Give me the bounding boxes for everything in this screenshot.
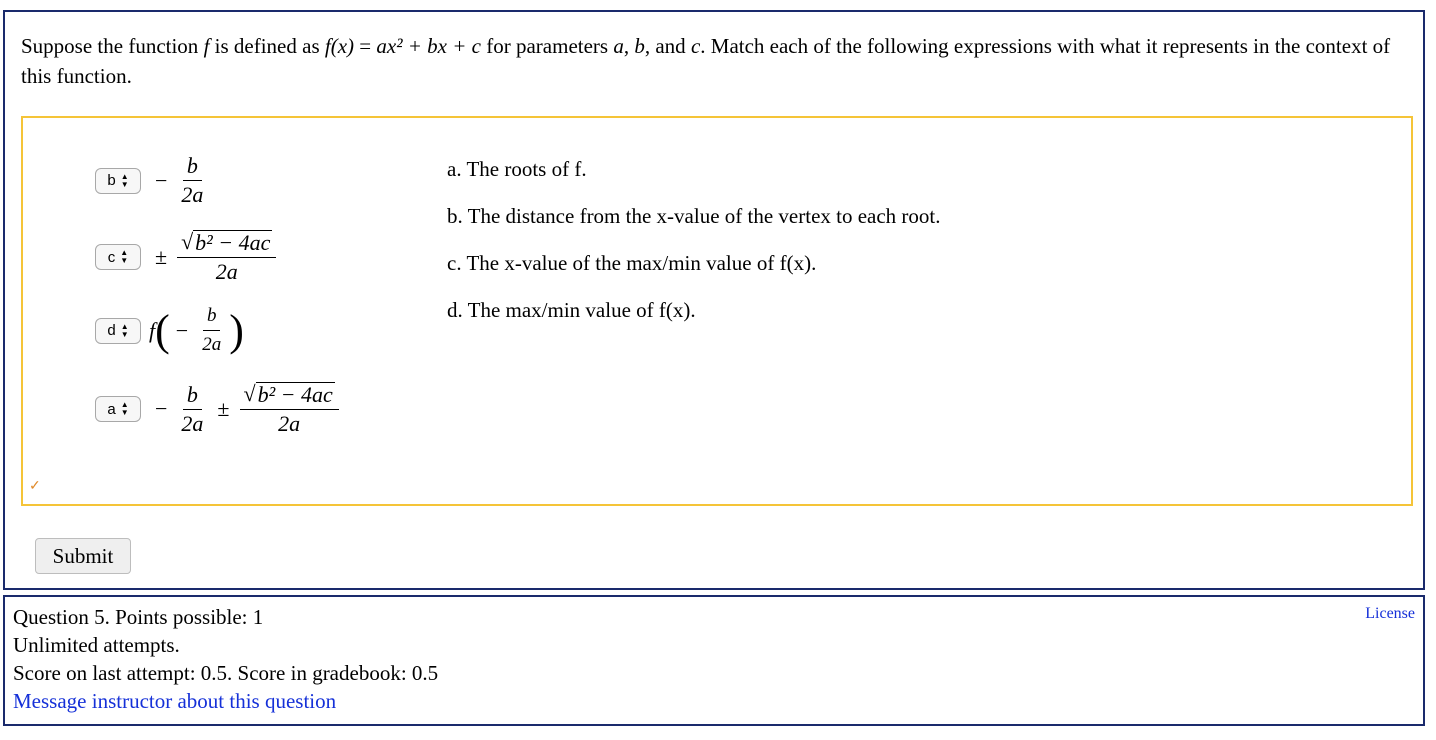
- prompt-text: . Match each of the following expressions with what it represents in the context of this function.: [21, 34, 1391, 88]
- plus-minus-sign: ±: [217, 396, 230, 421]
- prompt-math-fx: f(x): [324, 34, 355, 58]
- match-row-2: [95, 230, 280, 284]
- select-value: a: [107, 400, 116, 418]
- message-instructor-link[interactable]: Message instructor about this question: [13, 689, 337, 713]
- left-paren: (: [155, 305, 170, 355]
- fraction: [177, 383, 207, 436]
- updown-arrows-icon: ▲ ▼: [120, 248, 129, 265]
- option-b: b. The distance from the x-value of the vertex to each root.: [447, 204, 941, 228]
- square-root: [244, 382, 335, 407]
- match-row-3: [95, 304, 244, 357]
- expression-2: [149, 230, 280, 284]
- radicand: b² − 4ac: [195, 230, 271, 255]
- select-value: b: [107, 172, 116, 189]
- score-line: Score on last attempt: 0.5. Score in gradebook: 0.5: [13, 661, 439, 685]
- matching-area: [21, 116, 1413, 506]
- fraction: [177, 230, 276, 284]
- license-link[interactable]: License: [1365, 605, 1415, 622]
- numerator: [177, 230, 276, 258]
- denominator: 2a: [181, 182, 204, 207]
- question-info: [13, 603, 438, 715]
- updown-arrows-icon: ▲ ▼: [120, 321, 129, 339]
- numerator: b: [183, 383, 202, 410]
- select-value: d: [107, 322, 116, 339]
- attempts-line: Unlimited attempts.: [13, 633, 180, 657]
- square-root: [181, 230, 272, 255]
- match-select-4[interactable]: [95, 396, 141, 422]
- minus-sign: −: [175, 317, 189, 343]
- expression-1: [149, 154, 211, 207]
- numerator: b: [183, 154, 202, 181]
- option-a: a. The roots of f.: [447, 157, 587, 181]
- function-f: f: [149, 317, 156, 343]
- denominator: 2a: [181, 410, 204, 436]
- denominator: 2a: [202, 334, 222, 355]
- right-paren: ): [229, 305, 244, 355]
- minus-sign: −: [155, 167, 168, 193]
- prompt-text: ,: [623, 34, 635, 58]
- expression-4: [149, 382, 343, 436]
- match-select-2[interactable]: [95, 244, 141, 270]
- prompt-text: Suppose the function: [21, 34, 204, 58]
- updown-arrows-icon: ▲ ▼: [120, 171, 129, 189]
- prompt-math-b: b: [634, 34, 645, 58]
- question-prompt: [21, 31, 1401, 91]
- prompt-math-f: f: [203, 34, 210, 58]
- denominator: 2a: [215, 259, 238, 284]
- prompt-math-c: c: [690, 34, 701, 58]
- prompt-math-a: a: [613, 34, 624, 58]
- submit-button[interactable]: Submit: [35, 538, 131, 574]
- options-list: [447, 156, 941, 344]
- expression-3: [149, 304, 244, 357]
- plus-minus-sign: ±: [155, 244, 168, 269]
- option-d: d. The max/min value of f(x).: [447, 298, 696, 322]
- prompt-text: , and: [644, 34, 691, 58]
- numerator: [240, 382, 339, 410]
- updown-arrows-icon: ▲ ▼: [120, 400, 129, 417]
- fraction: [177, 154, 207, 207]
- partial-check-icon: ✓: [29, 479, 41, 494]
- sqrt-symbol: √: [243, 381, 256, 406]
- sqrt-symbol: √: [181, 229, 194, 254]
- match-select-3[interactable]: [95, 318, 141, 344]
- fraction: [198, 304, 225, 357]
- numerator: b: [203, 304, 221, 331]
- prompt-text: for parameters: [481, 34, 614, 58]
- prompt-text: is defined as: [209, 34, 325, 58]
- minus-sign: −: [155, 396, 168, 421]
- match-row-4: [95, 382, 343, 436]
- fraction: [240, 382, 339, 436]
- points-line: Question 5. Points possible: 1: [13, 605, 264, 629]
- denominator: 2a: [278, 411, 301, 436]
- question-panel: [3, 10, 1425, 590]
- question-info-panel: [3, 595, 1425, 726]
- match-row-1: [95, 154, 211, 207]
- prompt-math-eq: =: [354, 34, 377, 58]
- radicand: b² − 4ac: [257, 382, 333, 407]
- select-value: c: [107, 248, 116, 266]
- prompt-math-rhs: ax² + bx + c: [376, 34, 481, 58]
- option-c: c. The x-value of the max/min value of f(x).: [447, 251, 817, 275]
- match-select-1[interactable]: [95, 168, 141, 194]
